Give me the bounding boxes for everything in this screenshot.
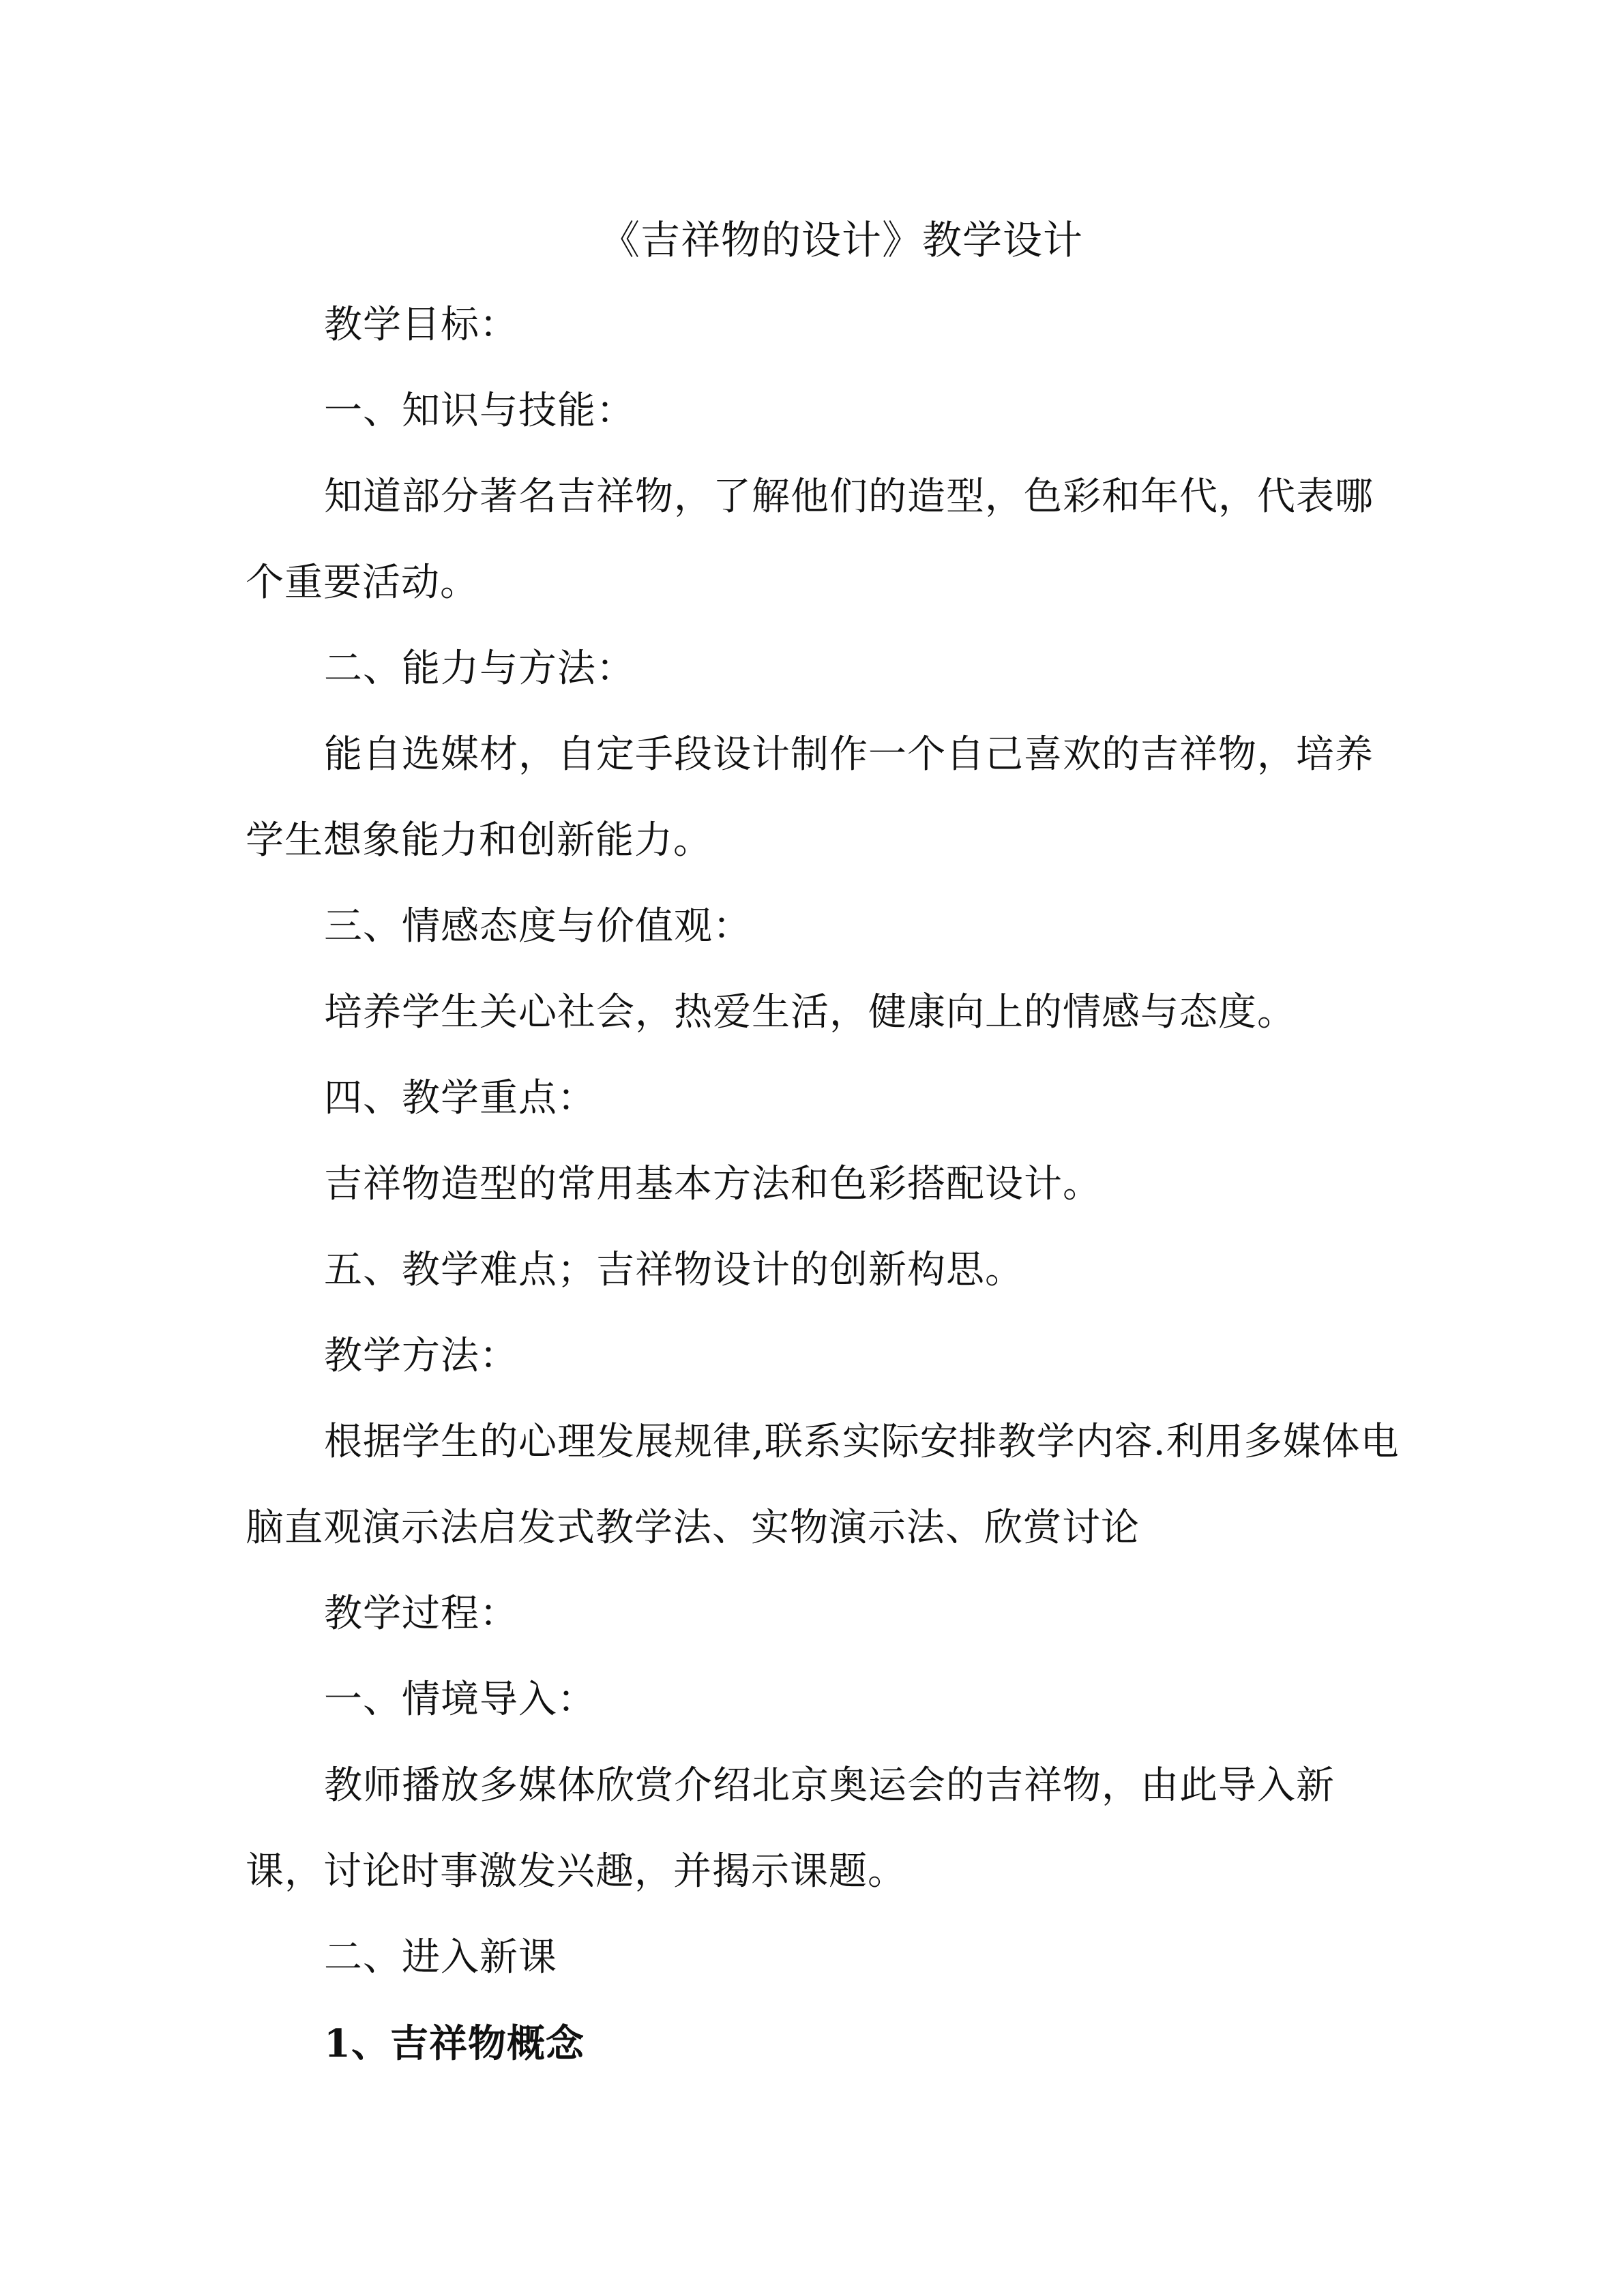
- paragraph-line: 一、情境导入：: [324, 1678, 596, 1722]
- paragraph-line: 教学目标：: [324, 303, 518, 347]
- paragraph-line: 三、情感态度与价值观：: [324, 904, 752, 949]
- paragraph-line: 四、教学重点：: [324, 1076, 596, 1120]
- paragraph-line: 课，讨论时事激发兴趣，并揭示课题。: [246, 1849, 906, 1894]
- paragraph-line: 脑直观演示法启发式教学法、实物演示法、欣赏讨论: [246, 1506, 1140, 1550]
- paragraph-line: 一、知识与技能：: [324, 389, 635, 433]
- paragraph-line: 根据学生的心理发展规律,联系实际安排教学内容.利用多媒体电: [324, 1420, 1400, 1464]
- paragraph-line: 吉祥物造型的常用基本方法和色彩搭配设计。: [324, 1162, 1102, 1206]
- paragraph-line: 教师播放多媒体欣赏介绍北京奥运会的吉祥物，由此导入新: [324, 1763, 1335, 1808]
- paragraph-line: 培养学生关心社会，热爱生活，健康向上的情感与态度。: [324, 990, 1296, 1034]
- paragraph-line: 知道部分著名吉祥物，了解他们的造型，色彩和年代，代表哪: [324, 475, 1374, 519]
- paragraph-line: 五、教学难点；吉祥物设计的创新构思。: [324, 1248, 1024, 1292]
- paragraph-line: 个重要活动。: [246, 561, 479, 605]
- document-title: 《吉祥物的设计》教学设计: [600, 217, 1084, 263]
- paragraph-line: 教学过程：: [324, 1592, 518, 1636]
- paragraph-line: 二、进入新课: [324, 1935, 557, 1980]
- paragraph-line: 教学方法：: [324, 1334, 518, 1378]
- section-heading: 1、吉祥物概念: [324, 2021, 585, 2066]
- paragraph-line: 能自选媒材，自定手段设计制作一个自己喜欢的吉祥物，培养: [324, 732, 1374, 777]
- paragraph-line: 二、能力与方法：: [324, 646, 635, 691]
- paragraph-line: 学生想象能力和创新能力。: [246, 818, 712, 863]
